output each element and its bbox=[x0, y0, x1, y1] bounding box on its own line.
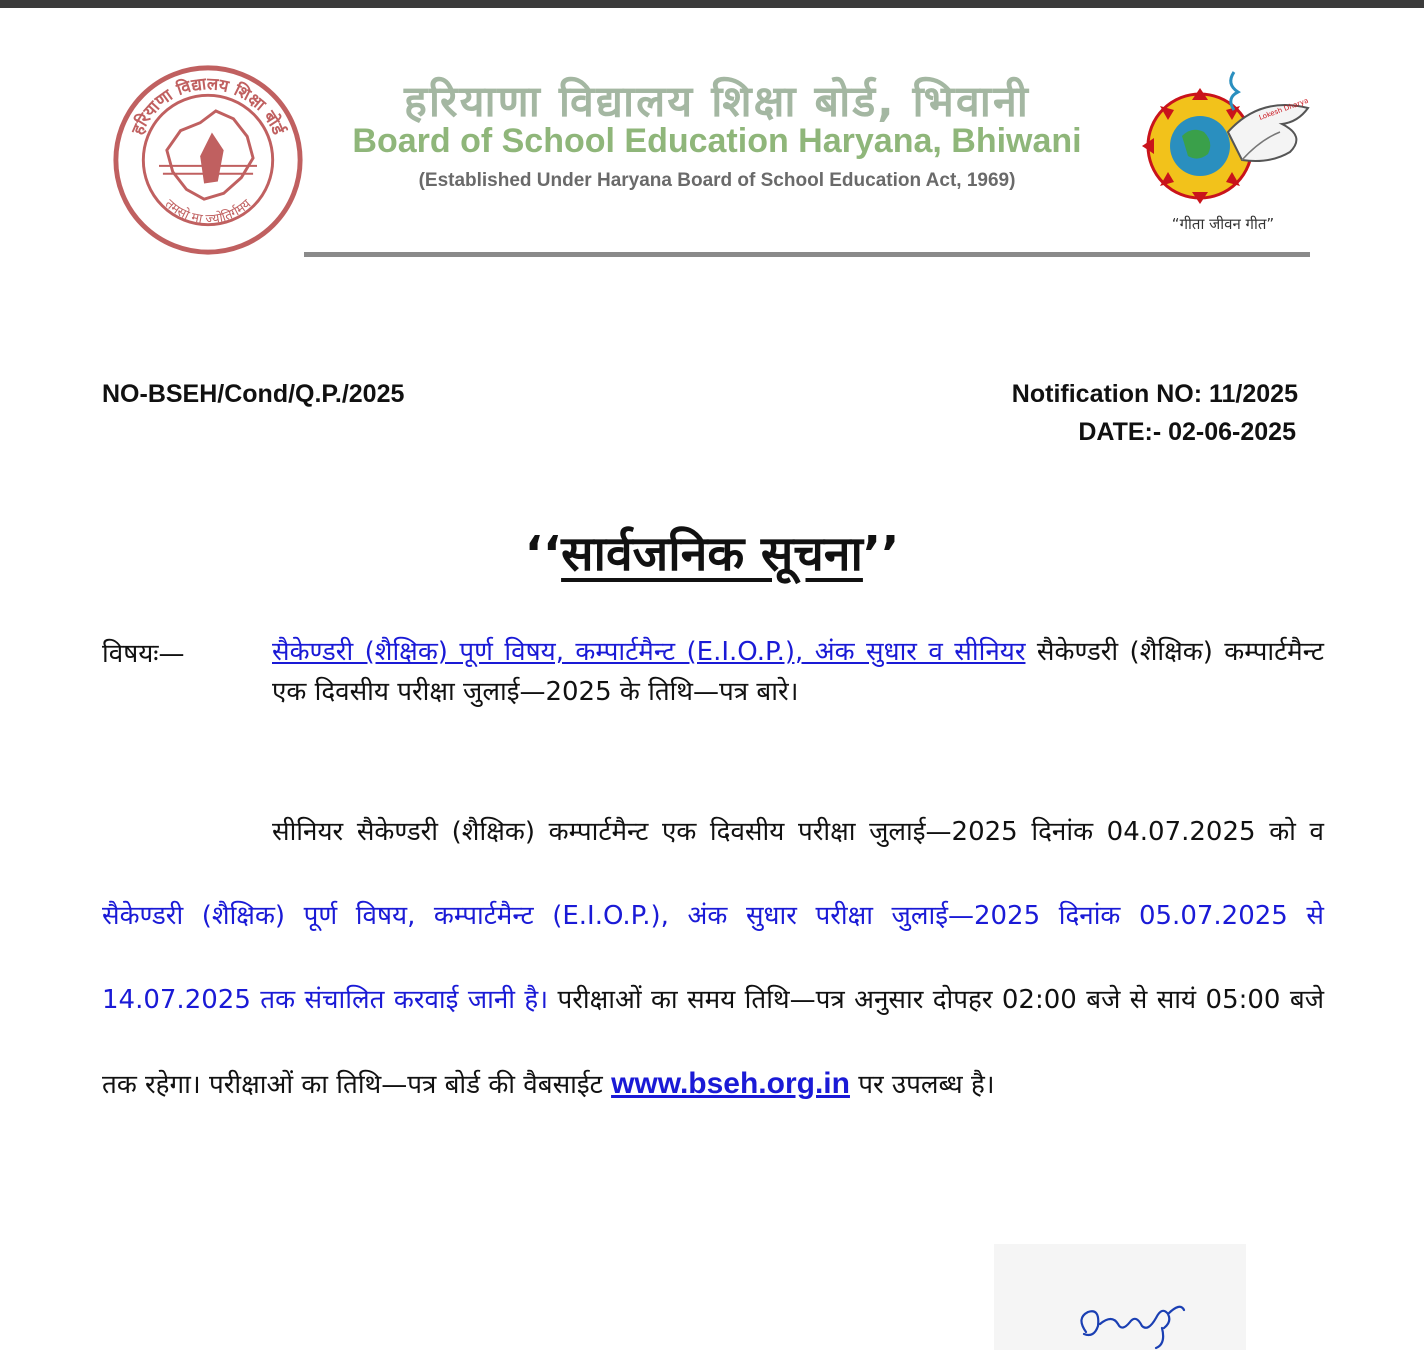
top-edge-bar bbox=[0, 0, 1424, 8]
body-paragraph bbox=[102, 790, 1324, 1127]
title-open-quote: ‘‘ bbox=[524, 526, 562, 582]
board-name-english: Board of School Education Haryana, Bhiwani bbox=[352, 122, 1082, 160]
subject-highlight: सैकेण्डरी (शैक्षिक) पूर्ण विषय, कम्पार्टमैन्ट (E.I.O.P.), अंक सुधार व सीनियर bbox=[272, 637, 1026, 667]
title-close-quote: ’’ bbox=[862, 526, 900, 582]
body-highlight: सैकेण्डरी (शैक्षिक) पूर्ण विषय, कम्पार्टमैन्ट (E.I.O.P.), अंक सुधार परीक्षा जुलाई—2025 दिनांक 05.07.2025 से 14.07.2025 तक संचालित करवाई जानी है। bbox=[102, 901, 1324, 1015]
page-title bbox=[0, 520, 1424, 585]
board-name-hindi: हरियाणा विद्यालय शिक्षा बोर्ड, भिवानी bbox=[404, 77, 1030, 127]
reference-number: NO-BSEH/Cond/Q.P./2025 bbox=[102, 380, 405, 408]
motto-text: “गीता जीवन गीत” bbox=[1171, 215, 1275, 233]
notification-number: Notification NO: 11/2025 bbox=[1011, 380, 1298, 408]
signature-image bbox=[1072, 1292, 1190, 1350]
subject-rest: सैकेण्डरी (शैक्षिक) कम्पार्टमैन्ट एक दिवसीय परीक्षा जुलाई—2025 के तिथि—पत्र बारे। bbox=[272, 637, 1324, 707]
seal-text-top: हरियाणा विद्यालय शिक्षा बोर्ड bbox=[127, 74, 289, 138]
subject-label: विषयः— bbox=[102, 639, 185, 669]
body-part-3: परीक्षाओं का समय तिथि—पत्र अनुसार दोपहर 02:00 बजे से सायं 05:00 बजे तक रहेगा। परीक्षाओं का तिथि—पत्र बोर्ड की वैबसाईट bbox=[102, 985, 1324, 1100]
emblem-text: Lokesh Dharya bbox=[1257, 96, 1310, 122]
title-text: सार्वजनिक सूचना bbox=[561, 526, 863, 582]
body-part-4: पर उपलब्ध है। bbox=[849, 1070, 995, 1100]
subject-text bbox=[272, 632, 1324, 712]
header-divider bbox=[304, 252, 1310, 257]
gita-conch-emblem-logo bbox=[1130, 66, 1320, 216]
body-part-1: सीनियर सैकेण्डरी (शैक्षिक) कम्पार्टमैन्ट एक दिवसीय परीक्षा जुलाई—2025 दिनांक 04.07.2025 को व bbox=[272, 817, 1324, 847]
board-seal-logo bbox=[110, 62, 306, 258]
established-note: (Established Under Haryana Board of School Education Act, 1969) bbox=[418, 170, 1016, 191]
notification-date: DATE:- 02-06-2025 bbox=[1078, 418, 1296, 446]
svg-text:तमसो मा ज्योतिर्गमय bbox=[162, 196, 255, 227]
website-link[interactable]: www.bseh.org.in bbox=[611, 1067, 850, 1100]
seal-text-bottom: तमसो मा ज्योतिर्गमय bbox=[161, 196, 255, 228]
